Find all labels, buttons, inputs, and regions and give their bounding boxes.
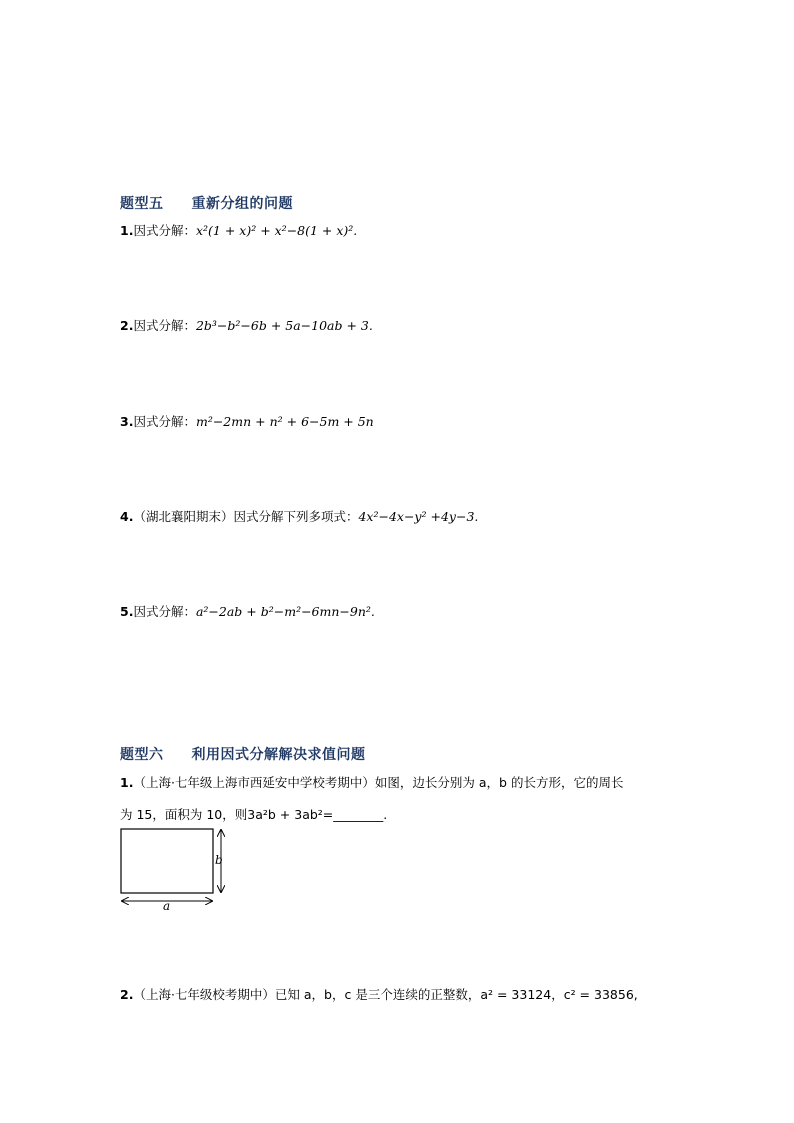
label-a: a [163, 899, 171, 912]
question-6-2 [120, 985, 638, 1003]
section6-heading [120, 744, 366, 764]
question-5-4 [120, 507, 478, 525]
section6-title: 利用因式分解解决求值问题 [191, 747, 366, 763]
question-number: 4. [120, 509, 134, 524]
question-6-1-line2 [120, 805, 387, 823]
question-number: 3. [120, 414, 134, 429]
question-expression: a²−2ab + b²−m²−6mn−9n². [195, 604, 375, 619]
question-prefix: 因式分解： [133, 414, 196, 429]
question-5-3 [120, 412, 374, 430]
question-expression: 2b³−b²−6b + 5a−10ab + 3. [195, 318, 373, 333]
section5-heading [120, 193, 293, 213]
question-5-2 [120, 316, 373, 334]
question-prefix: 因式分解： [133, 604, 196, 619]
question-6-1-line1 [120, 773, 623, 791]
section6-label: 题型六 [120, 747, 164, 763]
question-prefix: 因式分解： [133, 318, 196, 333]
question-number: 5. [120, 604, 134, 619]
question-number: 2. [120, 987, 134, 1002]
question-text: 为 15，面积为 10，则3a²b + 3ab²=________. [120, 807, 388, 822]
question-text: （上海·七年级校考期中）已知 a，b，c 是三个连续的正整数，a² = 33124，c² = 33856, [133, 987, 638, 1002]
question-number: 1. [120, 223, 134, 238]
question-prefix: （湖北襄阳期末）因式分解下列多项式： [133, 509, 359, 524]
question-prefix: 因式分解： [133, 223, 196, 238]
question-expression: 4x²−4x−y² +4y−3. [358, 509, 479, 524]
question-number: 1. [120, 775, 134, 790]
question-expression: x²(1 + x)² + x²−8(1 + x)². [195, 223, 358, 238]
label-b: b [215, 853, 223, 867]
question-number: 2. [120, 318, 134, 333]
rectangle-figure [116, 826, 232, 912]
question-text: （上海·七年级上海市西延安中学校考期中）如图，边长分别为 a，b 的长方形，它的周长 [133, 775, 624, 790]
section5-label: 题型五 [120, 196, 164, 212]
question-expression: m²−2mn + n² + 6−5m + 5n [195, 414, 374, 429]
section5-title: 重新分组的问题 [191, 196, 293, 212]
question-5-1 [120, 221, 357, 239]
rectangle-shape [121, 829, 213, 893]
question-5-5 [120, 602, 375, 620]
